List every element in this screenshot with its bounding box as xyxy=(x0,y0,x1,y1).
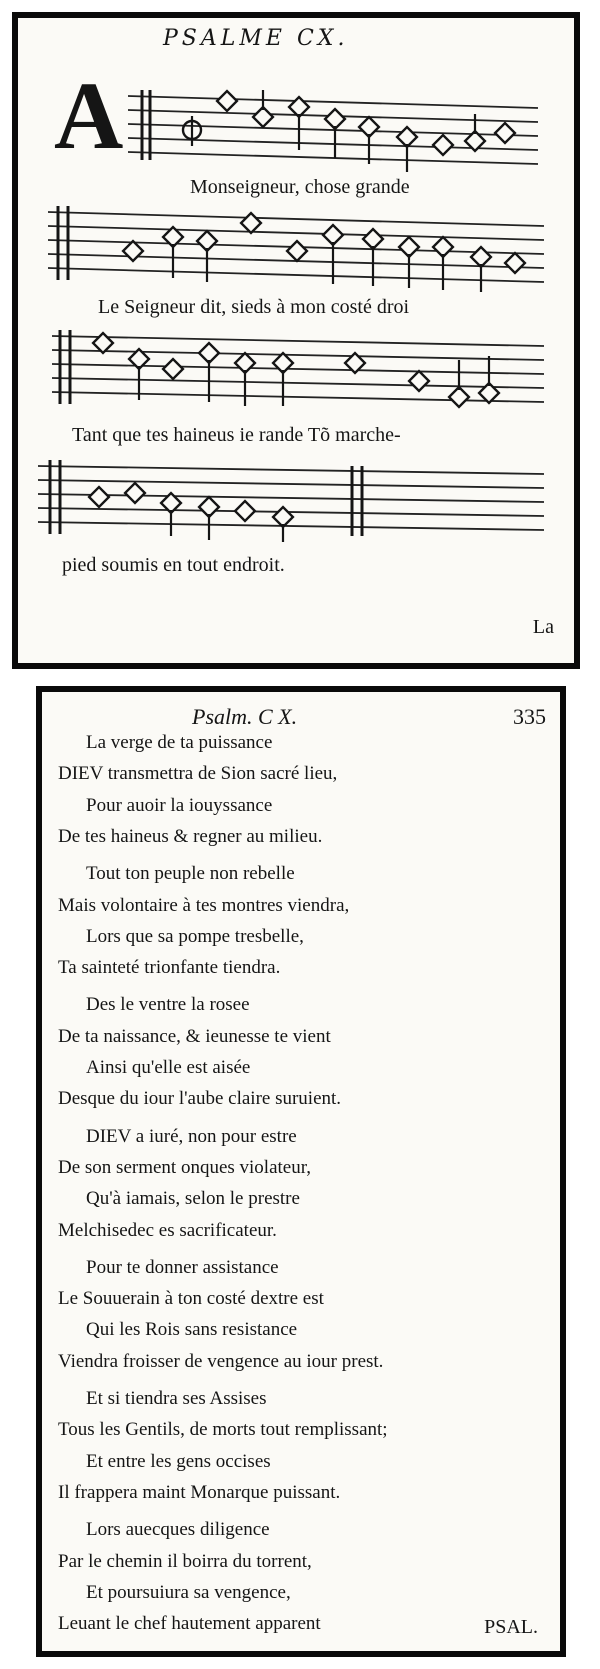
page-number: 335 xyxy=(513,704,546,729)
verse-line: De ta naissance, & ieunesse te vient xyxy=(58,1025,331,1047)
page-header: PSALME CX. xyxy=(163,26,349,51)
music-staff xyxy=(48,204,548,294)
verse-line: Pour te donner assistance xyxy=(86,1256,279,1278)
verse-line: Tous les Gentils, de morts tout remplissant; xyxy=(58,1419,388,1441)
lyric-line: Le Seigneur dit, sieds à mon costé droi xyxy=(98,296,410,318)
verse-line: Des le ventre la rosee xyxy=(86,994,250,1016)
catchword: La xyxy=(532,616,554,638)
page-header: Psalm. C X. xyxy=(192,704,298,729)
verse-line: DIEV a iuré, non pour estre xyxy=(86,1125,297,1147)
verse-line: Tout ton peuple non rebelle xyxy=(86,863,295,885)
lyric-line: pied soumis en tout endroit. xyxy=(62,554,285,576)
clef-icon xyxy=(183,116,201,146)
verse-line: Leuant le chef hautement apparent xyxy=(58,1613,321,1635)
lower-page-panel xyxy=(36,686,566,1657)
verse-line: Qui les Rois sans resistance xyxy=(86,1319,298,1341)
verse-line: Desque du iour l'aube claire suruient. xyxy=(58,1088,342,1110)
verse-line: Viendra froisser de vengence au iour prest. xyxy=(58,1350,384,1372)
verse-line: Qu'à iamais, selon le prestre xyxy=(86,1188,300,1210)
staff-lines xyxy=(128,96,538,164)
lyric-line: Tant que tes haineus ie rande Tõ marche- xyxy=(72,424,401,446)
verse-line: Il frappera maint Monarque puissant. xyxy=(58,1481,341,1503)
music-staff xyxy=(52,326,548,418)
verse-line: Lors que sa pompe tresbelle, xyxy=(86,925,304,947)
upper-page-panel xyxy=(12,12,580,669)
drop-capital: A xyxy=(54,62,124,169)
verse-line: Et entre les gens occises xyxy=(86,1450,271,1472)
music-staff xyxy=(38,456,548,548)
verse-line: De son serment onques violateur, xyxy=(58,1156,312,1178)
verse-line: Lors auecques diligence xyxy=(86,1519,270,1541)
verse-line: Ainsi qu'elle est aisée xyxy=(86,1057,251,1078)
music-staff xyxy=(128,86,548,176)
verse-line: Ta sainteté trionfante tiendra. xyxy=(58,957,281,979)
lyric-line: Monseigneur, chose grande xyxy=(190,176,410,198)
verse-line: De tes haineus & regner au milieu. xyxy=(58,825,323,847)
verse-line: Melchisedec es sacrificateur. xyxy=(58,1219,277,1241)
catchword: PSAL. xyxy=(484,1616,538,1638)
verse-line: Mais volontaire à tes montres viendra, xyxy=(58,894,350,916)
verse-line: Le Souuerain à ton costé dextre est xyxy=(58,1288,324,1310)
verse-line: Et si tiendra ses Assises xyxy=(86,1388,267,1409)
verse-line: Et poursuiura sa vengence, xyxy=(86,1581,291,1603)
verse-line: Par le chemin il boirra du torrent, xyxy=(58,1550,312,1572)
verse-line: Pour auoir la iouyssance xyxy=(86,794,273,816)
verse-line: La verge de ta puissance xyxy=(86,732,273,753)
verse-line: DIEV transmettra de Sion sacré lieu, xyxy=(58,763,338,785)
